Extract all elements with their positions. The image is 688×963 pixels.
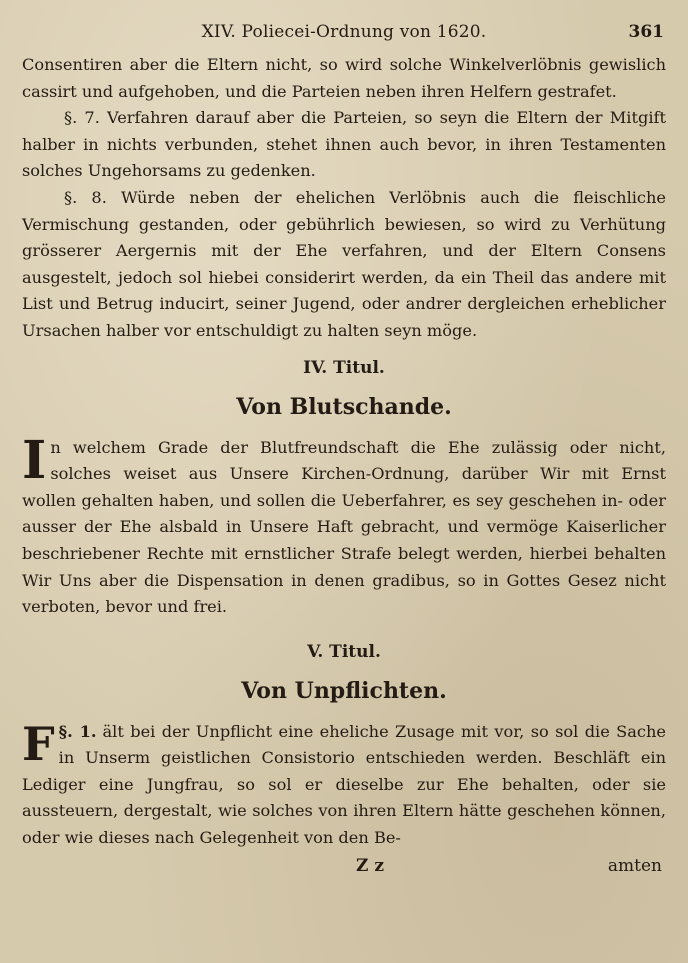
dropcap-i: I [22, 429, 47, 491]
section-5-paragraph-number: §. 1. [58, 721, 97, 741]
catchword: amten [607, 855, 662, 876]
page-footer [22, 856, 666, 890]
page-number: 361 [628, 22, 664, 42]
running-title: XIV. Poliecei-Ordnung von 1620. [201, 22, 487, 42]
section-5-body [22, 716, 666, 852]
section-4-body [22, 429, 666, 621]
paragraph-7: §. 7. Verfahren darauf aber die Parteien, so seyn die Eltern der Mitgift halber in nichts verbunden, stehet ihnen auch bevor, in ihren Testamenten solches Ungehorsams zu gedenken. [22, 108, 666, 181]
paragraph-8: §. 8. Würde neben der ehelichen Verlöbnis auch die fleischliche Vermischung gestanden, oder gebührlich bewiesen, so wird zu Verhütung grösserer Aergernis mit der Ehe verfahren, und der Eltern Consens ausgestelt, jedoch sol hiebei considerirt werden, da ein Theil das andere mit List und Betrug inducirt, seiner Jugend, oder andrer dergleichen erheblicher Ursachen halber vor entschuldigt zu halten seyn möge. [22, 187, 666, 340]
intro-paragraph: Consentiren aber die Eltern nicht, so wird solche Winkelverlöbnis gewislich cassirt und aufgehoben, und die Parteien neben ihren Helfern gestrafet. [22, 55, 666, 101]
section-5-titul: V. Titul. [307, 641, 381, 662]
section-5-title: Von Unpflichten. [241, 677, 447, 704]
signature-mark: Z z [356, 855, 384, 876]
section-4-text: n welchem Grade der Blutfreundschaft die Ehe zulässig oder nicht, solches weiset aus Unsere Kirchen-Ordnung, darüber Wir mit Ernst wollen gehalten haben, und sollen die Ueberfahrer, es sey geschehen in- oder ausser der Ehe alsbald in Unsere Haft gebracht, und vermöge Kaiserlicher beschriebener Rechte mit ernstlicher Strafe belegt werden, hierbei behalten Wir Uns aber die Dispensation in denen gradibus, so in Gottes Gesez nicht verboten, bevor und frei. [22, 437, 666, 617]
section-5-text: ält bei der Unpflicht eine eheliche Zusage mit vor, so sol die Sache in Unserm geistlichen Consistorio entschieden werden. Beschläft ein Lediger eine Jungfrau, so sol er dieselbe zur Ehe behalten, oder sie aussteuern, dergestalt, wie solches von ihren Eltern hätte geschehen können, oder wie dieses nach Gelegenheit von den Be- [22, 721, 666, 848]
dropcap-f: F [22, 716, 55, 771]
page-header [22, 22, 666, 52]
section-4-titul: IV. Titul. [303, 357, 385, 378]
section-4-title: Von Blutschande. [236, 393, 452, 420]
